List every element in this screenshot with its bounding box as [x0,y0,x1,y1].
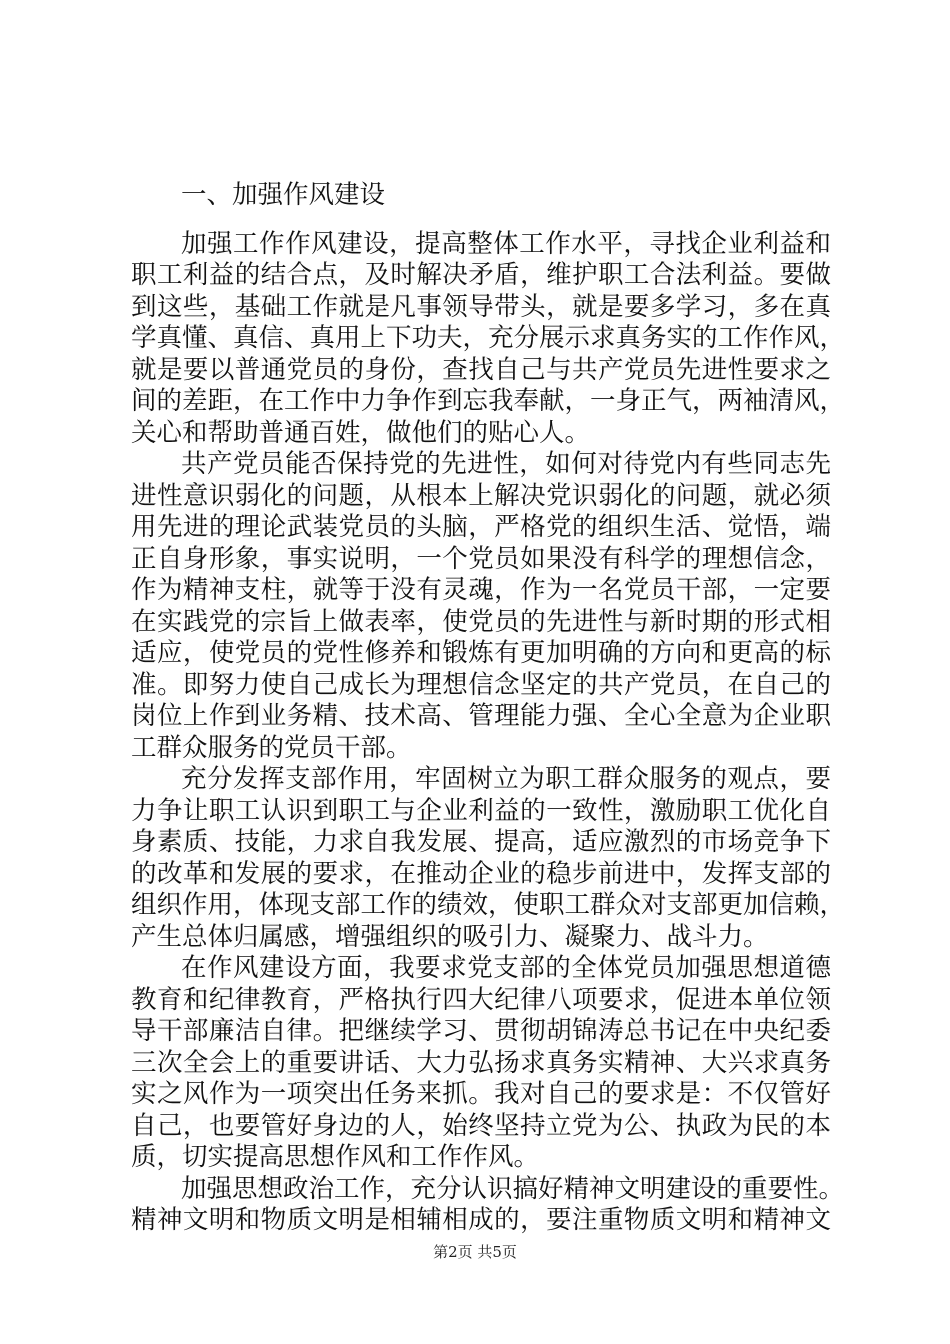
paragraph-1-line-4: 学真懂、真信、真用上下功夫，充分展示求真务实的工作作风， [131,323,846,353]
paragraph-4-line-5: 实之风作为一项突出任务来抓。我对自己的要求是：不仅管好 [131,1079,831,1109]
paragraph-1-line-5: 就是要以普通党员的身份，查找自己与共产党员先进性要求之 [131,355,831,385]
paragraph-1-line-6: 间的差距，在工作中力争作到忘我奉献，一身正气，两袖清风， [131,386,846,416]
paragraph-4-line-4: 三次全会上的重要讲话、大力弘扬求真务实精神、大兴求真务 [131,1048,831,1078]
paragraph-3-line-3: 身素质、技能，力求自我发展、提高，适应激烈的市场竞争下 [131,827,831,857]
paragraph-2-line-3: 用先进的理论武装党员的头脑，严格党的组织生活、觉悟，端 [131,512,831,542]
paragraph-1-line-1: 加强工作作风建设，提高整体工作水平，寻找企业利益和 [181,229,831,259]
paragraph-1-line-2: 职工利益的结合点，及时解决矛盾，维护职工合法利益。要做 [131,260,831,290]
paragraph-4-line-7: 质，切实提高思想作风和工作作风。 [131,1142,540,1172]
paragraph-2-line-1: 共产党员能否保持党的先进性，如何对待党内有些同志先 [181,449,831,479]
paragraph-2-line-2: 进性意识弱化的问题，从根本上解决党识弱化的问题，就必须 [131,481,831,511]
paragraph-4-line-1: 在作风建设方面，我要求党支部的全体党员加强思想道德 [181,953,831,983]
paragraph-5-line-1: 加强思想政治工作，充分认识搞好精神文明建设的重要性。 [181,1174,845,1204]
paragraph-2-line-5: 作为精神支柱，就等于没有灵魂，作为一名党员干部，一定要 [131,575,831,605]
section-heading: 一、加强作风建设 [181,180,386,210]
paragraph-3-line-1: 充分发挥支部作用，牢固树立为职工群众服务的观点，要 [181,764,831,794]
paragraph-3-line-4: 的改革和发展的要求，在推动企业的稳步前进中，发挥支部的 [131,859,831,889]
paragraph-3-line-2: 力争让职工认识到职工与企业利益的一致性，激励职工优化自 [131,796,831,826]
paragraph-2-line-4: 正自身形象，事实说明，一个党员如果没有科学的理想信念， [131,544,831,574]
paragraph-1-line-3: 到这些，基础工作就是凡事领导带头，就是要多学习，多在真 [131,292,831,322]
paragraph-2-line-8: 准。即努力使自己成长为理想信念坚定的共产党员，在自己的 [131,670,831,700]
paragraph-4-line-2: 教育和纪律教育，严格执行四大纪律八项要求，促进本单位领 [131,985,831,1015]
paragraph-3-line-5: 组织作用，体现支部工作的绩效，使职工群众对支部更加信赖， [131,890,846,920]
paragraph-1-line-7: 关心和帮助普通百姓，做他们的贴心人。 [131,418,591,448]
page-footer [0,1242,950,1262]
paragraph-5-line-2: 精神文明和物质文明是相辅相成的，要注重物质文明和精神文 [131,1205,831,1235]
paragraph-2-line-7: 适应，使党员的党性修养和锻炼有更加明确的方向和更高的标 [131,638,831,668]
page-indicator: 第2页 共5页 [433,1243,517,1261]
paragraph-2-line-9: 岗位上作到业务精、技术高、管理能力强、全心全意为企业职 [131,701,831,731]
paragraph-4-line-6: 自己，也要管好身边的人，始终坚持立党为公、执政为民的本 [131,1111,831,1141]
paragraph-4-line-3: 导干部廉洁自律。把继续学习、贯彻胡锦涛总书记在中央纪委 [131,1016,831,1046]
paragraph-2-line-10: 工群众服务的党员干部。 [131,733,412,763]
paragraph-2-line-6: 在实践党的宗旨上做表率，使党员的先进性与新时期的形式相 [131,607,831,637]
paragraph-3-line-6: 产生总体归属感，增强组织的吸引力、凝聚力、战斗力。 [131,922,769,952]
